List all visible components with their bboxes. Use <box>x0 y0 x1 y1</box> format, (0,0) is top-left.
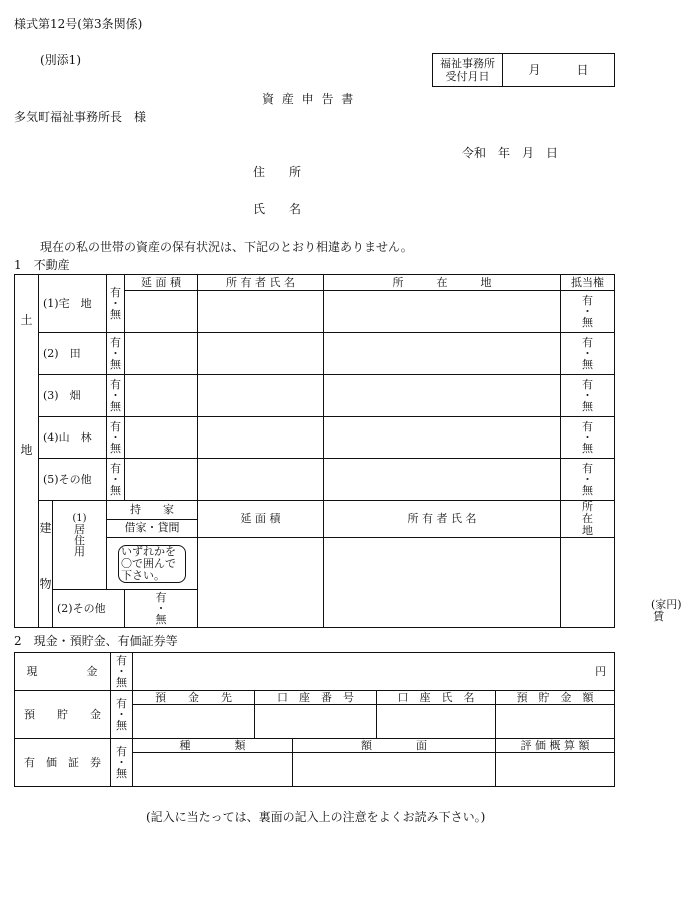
col-deposit-amount: 預 貯 金 額 <box>496 691 615 705</box>
rented-house-option[interactable]: 借家・貸間 <box>107 519 198 538</box>
area-input[interactable] <box>198 538 324 628</box>
yes-no-toggle[interactable]: 有 ・ 無 <box>125 590 198 628</box>
real-estate-table <box>14 274 682 628</box>
col-estimated-value: 評 価 概 算 額 <box>496 739 615 753</box>
area-input[interactable] <box>125 417 198 459</box>
location-input[interactable] <box>324 375 561 417</box>
residence-label: (1) 居 住 用 <box>53 501 107 590</box>
account-name-input[interactable] <box>377 705 496 739</box>
location-input[interactable] <box>324 291 561 333</box>
owner-input[interactable] <box>198 291 324 333</box>
col-security-type: 種 類 <box>133 739 293 753</box>
col-face-value: 額 面 <box>293 739 496 753</box>
name-label: 氏 名 <box>253 202 302 216</box>
mortgage-yes-no-toggle[interactable]: 有 ・ 無 <box>561 375 615 417</box>
deposit-label: 預 貯 金 <box>15 691 111 739</box>
col-area-header: 延 面 積 <box>125 275 198 291</box>
building-row-other: (2)その他 <box>53 590 125 628</box>
owner-input[interactable] <box>198 333 324 375</box>
securities-label: 有 価 証 券 <box>15 739 111 787</box>
rent-unit: 円) <box>666 598 682 611</box>
col-account-name: 口 座 氏 名 <box>377 691 496 705</box>
yes-no-toggle[interactable]: 有 ・ 無 <box>111 653 133 691</box>
footer-note: (記入に当たっては、裏面の記入上の注意をよくお読み下さい。) <box>146 810 486 824</box>
receipt-box <box>432 53 615 87</box>
area-input[interactable] <box>125 291 198 333</box>
area-input[interactable] <box>125 459 198 501</box>
land-row-paddy: (2) 田 <box>39 333 107 375</box>
attachment-label: (別添1) <box>40 53 81 67</box>
section1-heading: 1 不動産 <box>14 258 70 272</box>
col-account-number: 口 座 番 号 <box>255 691 377 705</box>
financial-assets-table <box>14 652 615 787</box>
mortgage-yes-no-toggle[interactable]: 有 ・ 無 <box>561 291 615 333</box>
yes-no-toggle[interactable]: 有 ・ 無 <box>107 459 125 501</box>
col-deposit-bank: 預 金 先 <box>133 691 255 705</box>
owner-input[interactable] <box>198 375 324 417</box>
form-number: 様式第12号(第3条関係) <box>14 17 143 31</box>
land-row-other: (5)その他 <box>39 459 107 501</box>
application-date[interactable]: 令和 年 月 日 <box>462 146 559 160</box>
security-type-input[interactable] <box>133 753 293 787</box>
col-location-header: 所 在 地 <box>561 501 615 538</box>
owned-house-option[interactable]: 持 家 <box>107 501 198 520</box>
account-number-input[interactable] <box>255 705 377 739</box>
rent-label: (家賃 <box>651 598 667 623</box>
yes-no-toggle[interactable]: 有 ・ 無 <box>107 375 125 417</box>
declaration-text: 現在の私の世帯の資産の保有状況は、下記のとおり相違ありません。 <box>40 240 413 254</box>
deposit-amount-input[interactable] <box>496 705 615 739</box>
land-row-forest: (4)山 林 <box>39 417 107 459</box>
mortgage-yes-no-toggle[interactable]: 有 ・ 無 <box>561 417 615 459</box>
col-mortgage-header: 抵当権 <box>561 275 615 291</box>
location-input[interactable] <box>324 417 561 459</box>
address-label: 住 所 <box>253 165 302 179</box>
area-input[interactable] <box>125 333 198 375</box>
circle-instruction: いずれかを〇で囲んで下さい。 <box>107 538 198 590</box>
receipt-label: 福祉事務所 受付月日 <box>433 54 503 87</box>
cash-label: 現 金 <box>15 653 111 691</box>
land-label: 土 地 <box>15 275 39 628</box>
owner-input[interactable] <box>324 538 561 628</box>
location-input[interactable] <box>561 538 682 628</box>
col-area-header: 延 面 積 <box>198 501 324 538</box>
location-input[interactable] <box>324 333 561 375</box>
section2-heading: 2 現金・預貯金、有価証券等 <box>14 634 178 648</box>
mortgage-yes-no-toggle[interactable]: 有 ・ 無 <box>561 333 615 375</box>
deposit-bank-input[interactable] <box>133 705 255 739</box>
col-owner-header: 所 有 者 氏 名 <box>198 275 324 291</box>
estimated-value-input[interactable] <box>496 753 615 787</box>
location-input[interactable] <box>324 459 561 501</box>
yes-no-toggle[interactable]: 有 ・ 無 <box>107 417 125 459</box>
face-value-input[interactable] <box>293 753 496 787</box>
land-row-residential: (1)宅 地 <box>39 275 107 333</box>
cash-amount-input[interactable]: 円 <box>133 653 615 691</box>
addressee: 多気町福祉事務所長 様 <box>14 110 147 124</box>
yes-no-toggle[interactable]: 有 ・ 無 <box>111 691 133 739</box>
land-row-field: (3) 畑 <box>39 375 107 417</box>
document-title: 資 産 申 告 書 <box>262 92 356 106</box>
owner-input[interactable] <box>198 459 324 501</box>
col-location-header: 所 在 地 <box>324 275 561 291</box>
col-owner-header: 所 有 者 氏 名 <box>324 501 561 538</box>
area-input[interactable] <box>125 375 198 417</box>
owner-input[interactable] <box>198 417 324 459</box>
yes-no-toggle[interactable]: 有 ・ 無 <box>111 739 133 787</box>
yes-no-toggle[interactable]: 有 ・ 無 <box>107 333 125 375</box>
receipt-date-field[interactable]: 月 日 <box>503 54 615 87</box>
mortgage-yes-no-toggle[interactable]: 有 ・ 無 <box>561 459 615 501</box>
building-label: 建 物 <box>39 501 53 628</box>
yes-no-toggle[interactable]: 有 ・ 無 <box>107 275 125 333</box>
